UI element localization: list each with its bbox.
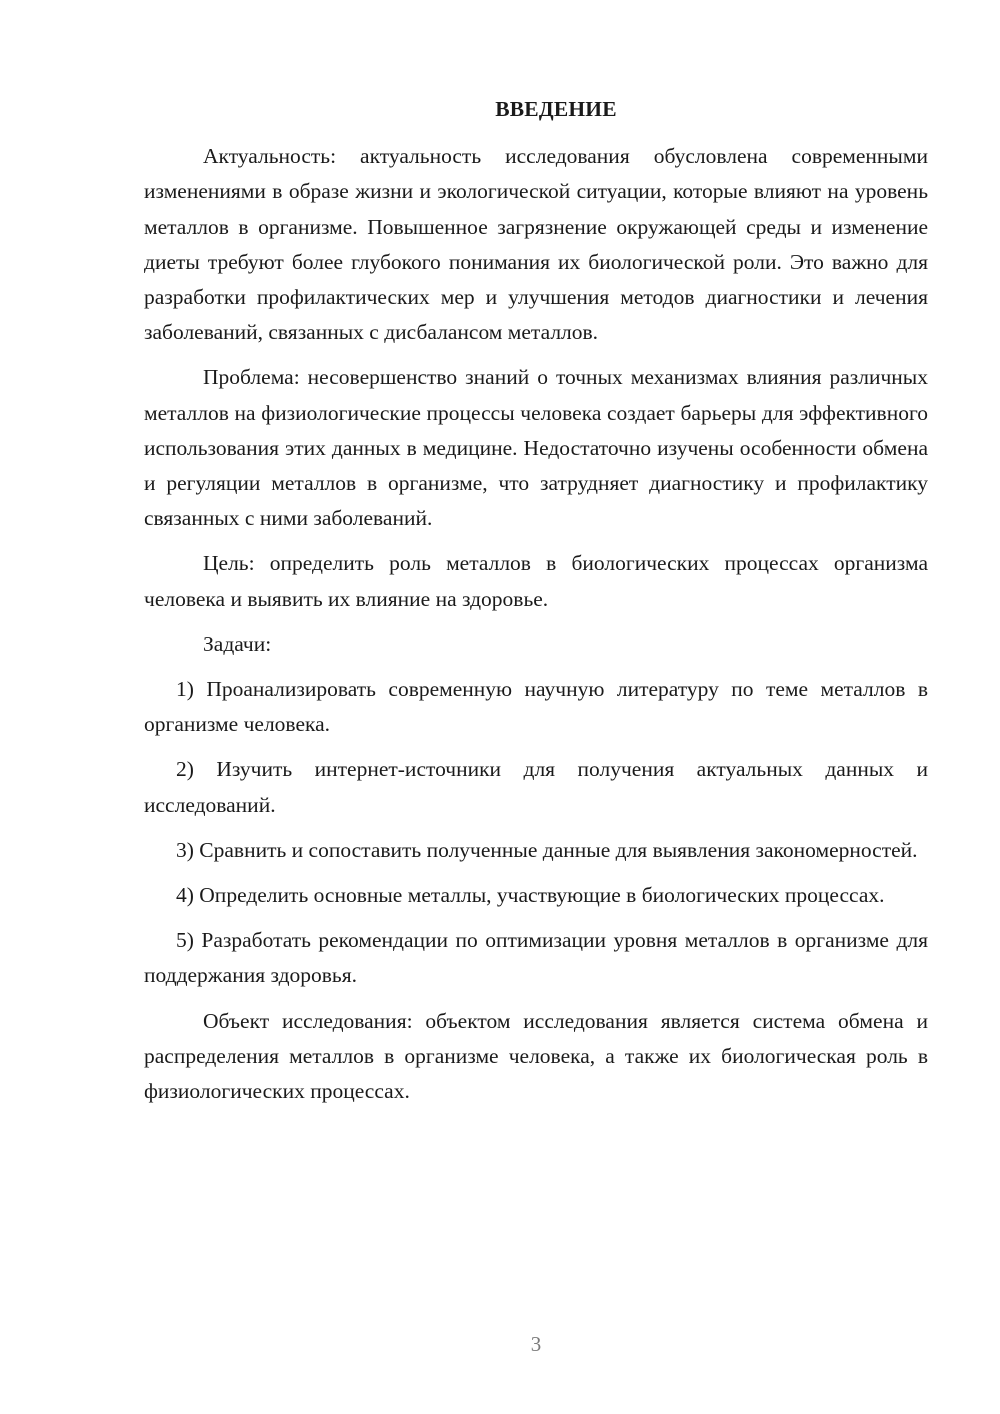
relevance-paragraph: Актуальность: актуальность исследования обусловлена современными изменениями в образе жизни и экологической ситуации, которые влияют на уровень металлов в организме. Повышенное загрязнение окружающей среды и изменение диеты требуют более глубокого понимания их биологической роли. Это важно для разработки профилактических мер и улучшения методов диагностики и лечения заболеваний, связанных с дисбалансом металлов.	[144, 144, 928, 345]
task-item-5: 5) Разработать рекомендации по оптимизации уровня металлов в организме для поддержания здоровья.	[144, 928, 928, 988]
task-item-3: 3) Сравнить и сопоставить полученные данные для выявления закономерностей.	[176, 837, 918, 862]
tasks-label: Задачи:	[203, 631, 272, 656]
section-heading: ВВЕДЕНИЕ	[495, 97, 617, 121]
task-item-1: 1) Проанализировать современную научную литературу по теме металлов в организме человека.	[144, 677, 928, 737]
page-number: 3	[530, 1332, 542, 1356]
task-item-4: 4) Определить основные металлы, участвующие в биологических процессах.	[176, 883, 885, 908]
problem-paragraph: Проблема: несовершенство знаний о точных механизмах влияния различных металлов на физиологические процессы человека создает барьеры для эффективного использования этих данных в медицине. Недостаточно изучены особенности обмена и регуляции металлов в организме, что затрудняет диагностику и профилактику связанных с ними заболеваний.	[144, 365, 928, 531]
goal-paragraph: Цель: определить роль металлов в биологических процессах организма человека и выявить их влияние на здоровье.	[144, 551, 928, 611]
task-item-2: 2) Изучить интернет-источники для получения актуальных данных и исследований.	[144, 757, 928, 817]
page-content	[144, 92, 928, 1119]
object-paragraph: Объект исследования: объектом исследования является система обмена и распределения металлов в организме человека, а также их биологическая роль в физиологических процессах.	[144, 1008, 928, 1104]
